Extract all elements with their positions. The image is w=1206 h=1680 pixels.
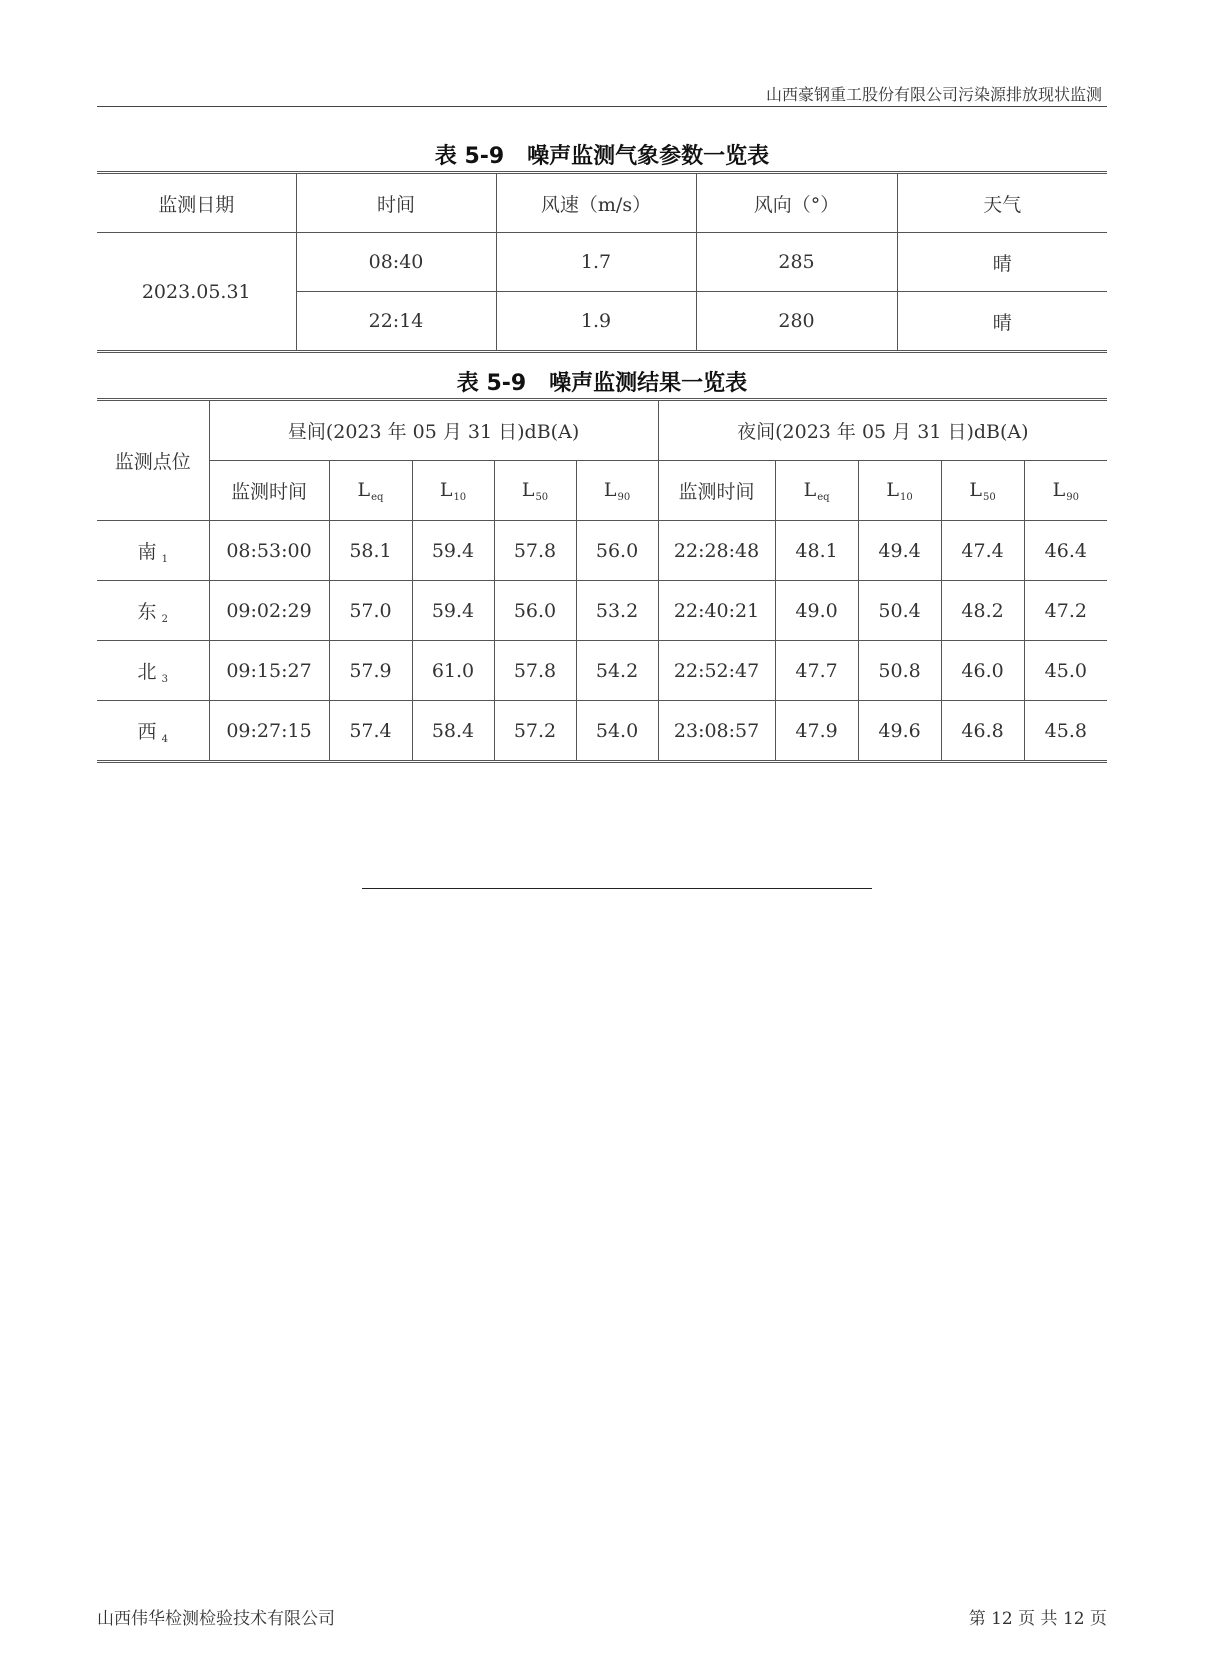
wind-direction-cell: 285 xyxy=(696,233,897,292)
header-day-time: 监测时间 xyxy=(209,461,329,521)
table-row xyxy=(97,641,1107,701)
header-day-l50 xyxy=(494,461,576,521)
day-l10-cell: 59.4 xyxy=(412,521,494,581)
night-l50-cell: 47.4 xyxy=(941,521,1024,581)
day-l10-cell: 59.4 xyxy=(412,581,494,641)
header-rule xyxy=(97,106,1107,107)
night-leq-cell: 49.0 xyxy=(775,581,858,641)
l-label: L xyxy=(357,478,371,501)
table2-caption: 表 5-9 噪声监测结果一览表 xyxy=(456,371,748,396)
table-subheader-row xyxy=(97,461,1107,521)
night-l90-cell: 47.2 xyxy=(1024,581,1107,641)
point-number: 1 xyxy=(161,553,168,565)
header-time: 时间 xyxy=(296,173,496,233)
header-night-time: 监测时间 xyxy=(658,461,775,521)
l-label: L xyxy=(886,478,899,501)
table-row xyxy=(97,581,1107,641)
l10-subscript: 10 xyxy=(900,491,913,503)
header-night: 夜间(2023 年 05 月 31 日)dB(A) xyxy=(658,400,1107,461)
footer-company: 山西伟华检测检验技术有限公司 xyxy=(97,1609,335,1629)
l50-subscript: 50 xyxy=(535,491,549,503)
point-cell xyxy=(97,581,209,641)
night-time-cell: 22:28:48 xyxy=(658,521,775,581)
day-time-cell: 08:53:00 xyxy=(209,521,329,581)
table-row xyxy=(97,521,1107,581)
time-cell: 08:40 xyxy=(296,233,496,292)
l90-subscript: 90 xyxy=(1066,491,1079,503)
l50-subscript: 50 xyxy=(983,491,996,503)
page-header-title: 山西豪钢重工股份有限公司污染源排放现状监测 xyxy=(765,85,1102,104)
day-l50-cell: 57.8 xyxy=(494,641,576,701)
day-time-cell: 09:02:29 xyxy=(209,581,329,641)
night-l10-cell: 49.4 xyxy=(858,521,941,581)
weather-cell: 晴 xyxy=(897,233,1107,292)
night-l50-cell: 46.8 xyxy=(941,701,1024,762)
header-wind-direction: 风向（°） xyxy=(696,173,897,233)
point-number: 2 xyxy=(161,613,168,625)
night-l90-cell: 45.0 xyxy=(1024,641,1107,701)
day-l10-cell: 58.4 xyxy=(412,701,494,762)
header-night-l50 xyxy=(941,461,1024,521)
header-day-l90 xyxy=(576,461,658,521)
weather-table xyxy=(97,171,1107,353)
day-l90-cell: 53.2 xyxy=(576,581,658,641)
day-time-cell: 09:27:15 xyxy=(209,701,329,762)
leq-subscript: eq xyxy=(371,491,384,503)
table1-caption: 表 5-9 噪声监测气象参数一览表 xyxy=(434,144,770,169)
night-l10-cell: 50.8 xyxy=(858,641,941,701)
header-wind-speed: 风速（m/s） xyxy=(496,173,696,233)
l10-subscript: 10 xyxy=(453,491,467,503)
header-point: 监测点位 xyxy=(97,400,209,521)
leq-subscript: eq xyxy=(817,491,830,503)
l90-subscript: 90 xyxy=(617,491,631,503)
weather-cell: 晴 xyxy=(897,292,1107,352)
night-l90-cell: 45.8 xyxy=(1024,701,1107,762)
l-label: L xyxy=(439,478,453,501)
wind-speed-cell: 1.7 xyxy=(496,233,696,292)
date-cell: 2023.05.31 xyxy=(97,233,296,352)
point-cell xyxy=(97,521,209,581)
l-label: L xyxy=(969,478,982,501)
header-night-leq xyxy=(775,461,858,521)
night-l50-cell: 48.2 xyxy=(941,581,1024,641)
wind-speed-cell: 1.9 xyxy=(496,292,696,352)
night-time-cell: 22:40:21 xyxy=(658,581,775,641)
header-day-leq xyxy=(329,461,412,521)
night-leq-cell: 47.9 xyxy=(775,701,858,762)
time-cell: 22:14 xyxy=(296,292,496,352)
day-l90-cell: 54.2 xyxy=(576,641,658,701)
point-name: 南 xyxy=(137,540,157,563)
night-leq-cell: 47.7 xyxy=(775,641,858,701)
day-leq-cell: 58.1 xyxy=(329,521,412,581)
day-l50-cell: 57.8 xyxy=(494,521,576,581)
day-l90-cell: 54.0 xyxy=(576,701,658,762)
night-l10-cell: 49.6 xyxy=(858,701,941,762)
table-header-row xyxy=(97,173,1107,233)
point-name: 西 xyxy=(137,720,157,743)
header-day: 昼间(2023 年 05 月 31 日)dB(A) xyxy=(209,400,658,461)
table-row xyxy=(97,701,1107,762)
night-time-cell: 22:52:47 xyxy=(658,641,775,701)
header-night-l10 xyxy=(858,461,941,521)
day-l90-cell: 56.0 xyxy=(576,521,658,581)
footer-page-number: 第 12 页 共 12 页 xyxy=(968,1609,1107,1629)
point-cell xyxy=(97,701,209,762)
header-day-l10 xyxy=(412,461,494,521)
wind-direction-cell: 280 xyxy=(696,292,897,352)
table-row xyxy=(97,233,1107,292)
l-label: L xyxy=(803,478,817,501)
night-l50-cell: 46.0 xyxy=(941,641,1024,701)
day-l10-cell: 61.0 xyxy=(412,641,494,701)
l-label: L xyxy=(603,478,617,501)
night-l90-cell: 46.4 xyxy=(1024,521,1107,581)
header-weather: 天气 xyxy=(897,173,1107,233)
night-time-cell: 23:08:57 xyxy=(658,701,775,762)
day-time-cell: 09:15:27 xyxy=(209,641,329,701)
night-leq-cell: 48.1 xyxy=(775,521,858,581)
day-l50-cell: 57.2 xyxy=(494,701,576,762)
l-label: L xyxy=(1052,478,1066,501)
day-leq-cell: 57.9 xyxy=(329,641,412,701)
night-l10-cell: 50.4 xyxy=(858,581,941,641)
point-number: 4 xyxy=(161,733,168,745)
day-l50-cell: 56.0 xyxy=(494,581,576,641)
day-leq-cell: 57.0 xyxy=(329,581,412,641)
point-cell xyxy=(97,641,209,701)
l-label: L xyxy=(521,478,535,501)
table-header-row xyxy=(97,400,1107,461)
point-name: 北 xyxy=(137,660,157,683)
noise-results-table xyxy=(97,398,1107,763)
point-number: 3 xyxy=(161,673,168,685)
header-night-l90 xyxy=(1024,461,1107,521)
header-date: 监测日期 xyxy=(97,173,296,233)
day-leq-cell: 57.4 xyxy=(329,701,412,762)
point-name: 东 xyxy=(137,600,157,623)
end-of-content-rule xyxy=(362,888,872,889)
